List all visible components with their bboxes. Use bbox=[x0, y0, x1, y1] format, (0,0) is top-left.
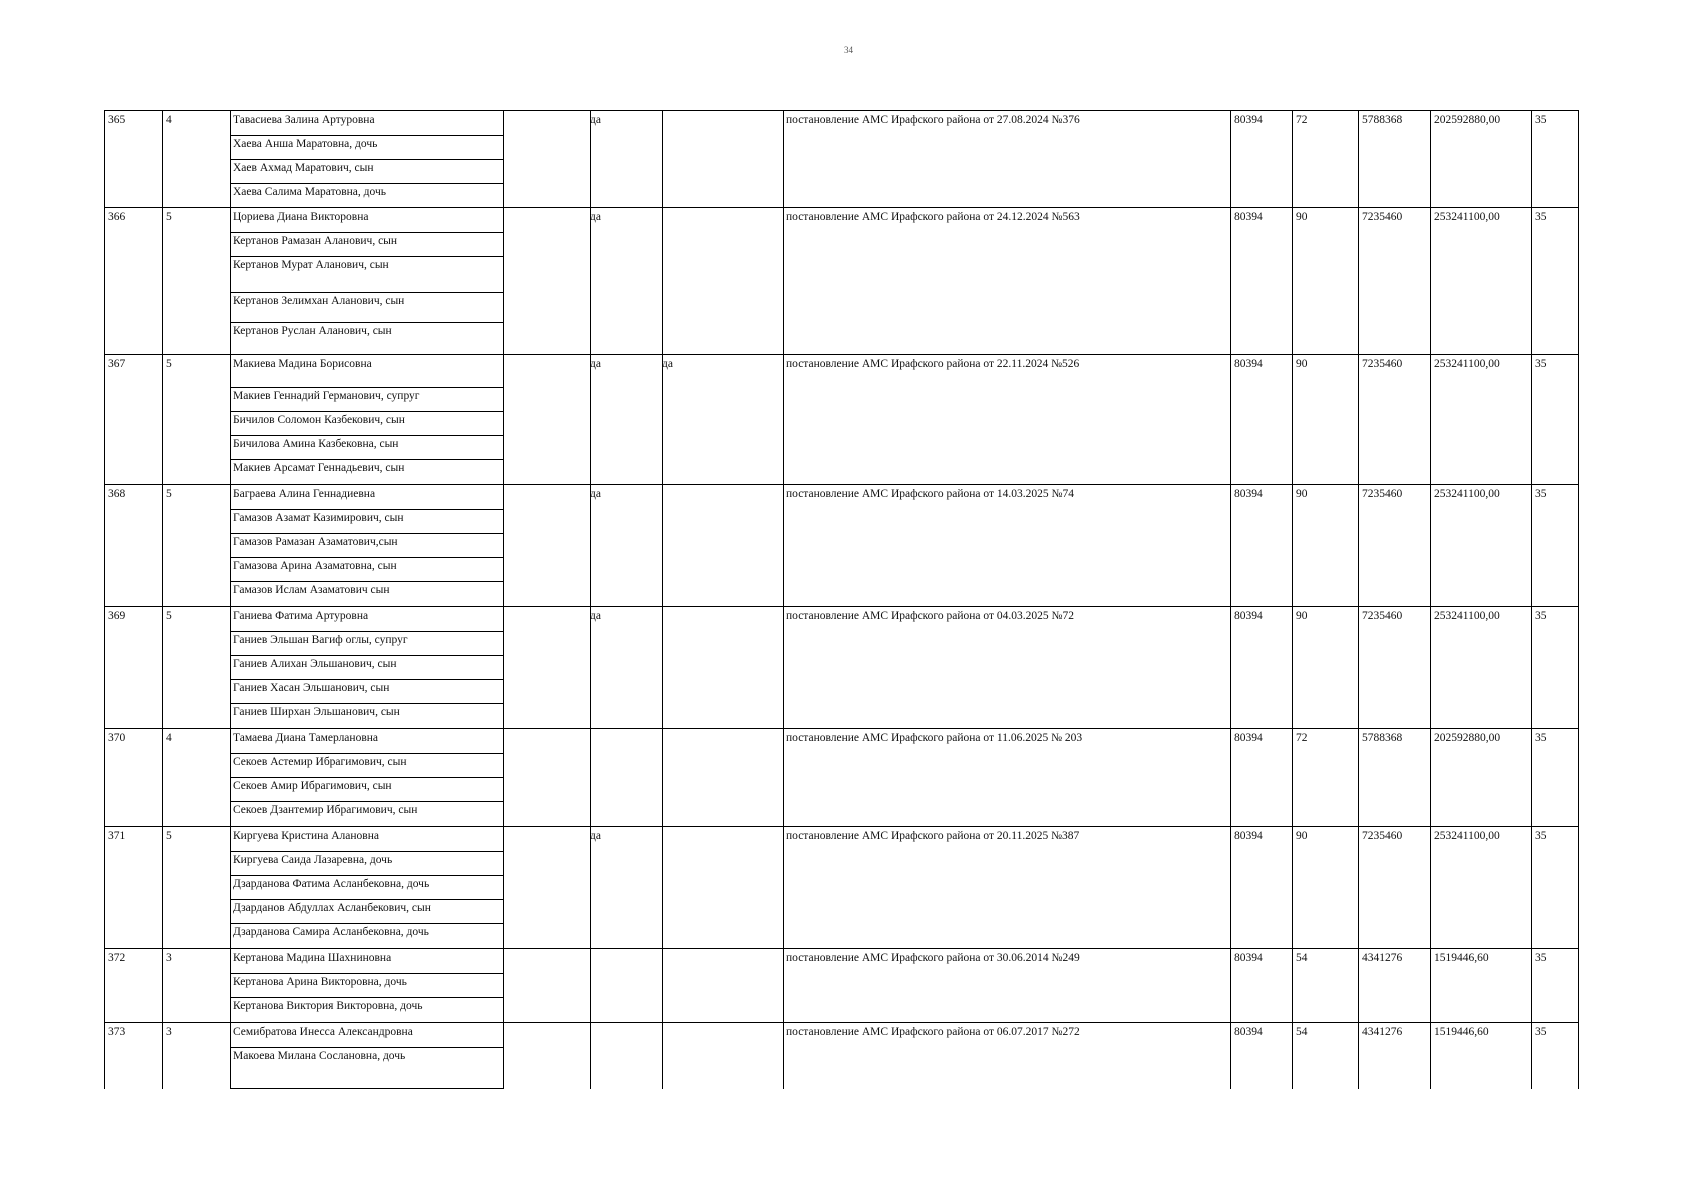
column-divider bbox=[1230, 827, 1231, 949]
family-member: Кертанов Мурат Аланович, сын bbox=[233, 259, 389, 271]
column-divider bbox=[162, 729, 163, 827]
value-cell-2: 202592880,00 bbox=[1434, 732, 1501, 744]
row-number: 365 bbox=[108, 114, 126, 126]
family-member: Тамаева Диана Тамерлановна bbox=[233, 732, 379, 744]
code-cell: 80394 bbox=[1234, 830, 1263, 842]
column-divider bbox=[1230, 111, 1231, 208]
code-cell: 80394 bbox=[1234, 114, 1263, 126]
table-row bbox=[104, 606, 1579, 729]
decision-reference: постановление АМС Ирафского района от 06.07.2017 №272 bbox=[786, 1026, 1080, 1038]
column-divider bbox=[1358, 111, 1359, 208]
column-divider bbox=[162, 208, 163, 355]
column-divider bbox=[1531, 827, 1532, 949]
member-divider bbox=[230, 1088, 503, 1089]
family-member: Хаева Анша Маратовна, дочь bbox=[233, 138, 378, 150]
family-member: Ганиев Эльшан Вагиф оглы, супруг bbox=[233, 634, 408, 646]
member-divider bbox=[230, 851, 503, 852]
years-cell: 35 bbox=[1535, 732, 1547, 744]
flag-cell-a: да bbox=[590, 358, 601, 370]
family-size: 3 bbox=[166, 1026, 172, 1038]
column-divider bbox=[503, 111, 504, 208]
decision-reference: постановление АМС Ирафского района от 20.11.2025 №387 bbox=[786, 830, 1080, 842]
code-cell: 80394 bbox=[1234, 358, 1263, 370]
member-divider bbox=[230, 753, 503, 754]
table-row bbox=[104, 826, 1579, 949]
area-cell: 72 bbox=[1296, 114, 1308, 126]
family-size: 5 bbox=[166, 610, 172, 622]
area-cell: 72 bbox=[1296, 732, 1308, 744]
column-divider bbox=[590, 729, 591, 827]
row-number: 367 bbox=[108, 358, 126, 370]
column-divider bbox=[104, 355, 105, 485]
column-divider bbox=[104, 949, 105, 1023]
member-divider bbox=[230, 256, 503, 257]
member-divider bbox=[230, 232, 503, 233]
member-divider bbox=[230, 875, 503, 876]
flag-cell-a: да bbox=[590, 610, 601, 622]
value-cell-2: 253241100,00 bbox=[1434, 830, 1500, 842]
column-divider bbox=[1430, 827, 1431, 949]
years-cell: 35 bbox=[1535, 488, 1547, 500]
row-number: 370 bbox=[108, 732, 126, 744]
column-divider bbox=[1358, 827, 1359, 949]
value-cell-1: 4341276 bbox=[1362, 952, 1403, 964]
family-members bbox=[230, 208, 503, 355]
column-divider bbox=[503, 607, 504, 729]
column-divider bbox=[503, 827, 504, 949]
column-divider bbox=[1430, 729, 1431, 827]
member-divider bbox=[230, 557, 503, 558]
family-members bbox=[230, 827, 503, 949]
member-divider bbox=[230, 973, 503, 974]
column-divider bbox=[104, 111, 105, 208]
table-row bbox=[104, 110, 1579, 208]
family-size: 3 bbox=[166, 952, 172, 964]
column-divider bbox=[104, 729, 105, 827]
row-number: 371 bbox=[108, 830, 126, 842]
row-number: 372 bbox=[108, 952, 126, 964]
family-member: Бичилова Амина Казбековна, сын bbox=[233, 438, 399, 450]
row-number: 373 bbox=[108, 1026, 126, 1038]
years-cell: 35 bbox=[1535, 1026, 1547, 1038]
decision-reference: постановление АМС Ирафского района от 27.08.2024 №376 bbox=[786, 114, 1080, 126]
family-member: Кертанова Мадина Шахниновна bbox=[233, 952, 392, 964]
column-divider bbox=[1230, 607, 1231, 729]
member-divider bbox=[230, 509, 503, 510]
column-divider bbox=[1531, 111, 1532, 208]
decision-reference: постановление АМС Ирафского района от 11.06.2025 № 203 bbox=[786, 732, 1083, 744]
family-members bbox=[230, 485, 503, 607]
column-divider bbox=[783, 485, 784, 607]
column-divider bbox=[1292, 949, 1293, 1023]
years-cell: 35 bbox=[1535, 114, 1547, 126]
column-divider bbox=[1430, 485, 1431, 607]
table-row bbox=[104, 354, 1579, 485]
member-divider bbox=[230, 1047, 503, 1048]
value-cell-1: 7235460 bbox=[1362, 358, 1403, 370]
family-member: Цориева Диана Викторовна bbox=[233, 211, 369, 223]
member-divider bbox=[230, 631, 503, 632]
column-divider bbox=[662, 1023, 663, 1089]
row-number: 369 bbox=[108, 610, 126, 622]
area-cell: 54 bbox=[1296, 1026, 1308, 1038]
value-cell-2: 202592880,00 bbox=[1434, 114, 1501, 126]
column-divider bbox=[662, 485, 663, 607]
family-member: Семибратова Инесса Александровна bbox=[233, 1026, 413, 1038]
family-member: Дзарданова Фатима Асланбековна, дочь bbox=[233, 878, 430, 890]
family-member: Тавасиева Залина Артуровна bbox=[233, 114, 375, 126]
code-cell: 80394 bbox=[1234, 610, 1263, 622]
family-member: Ганиев Хасан Эльшанович, сын bbox=[233, 682, 390, 694]
code-cell: 80394 bbox=[1234, 732, 1263, 744]
family-member: Хаев Ахмад Маратович, сын bbox=[233, 162, 374, 174]
member-divider bbox=[230, 777, 503, 778]
code-cell: 80394 bbox=[1234, 952, 1263, 964]
family-member: Кертанова Виктория Викторовна, дочь bbox=[233, 1000, 423, 1012]
area-cell: 90 bbox=[1296, 610, 1308, 622]
value-cell-1: 7235460 bbox=[1362, 830, 1403, 842]
column-divider bbox=[1230, 208, 1231, 355]
flag-cell-b: да bbox=[662, 358, 673, 370]
family-member: Макоева Милана Сослановна, дочь bbox=[233, 1050, 406, 1062]
column-divider bbox=[1578, 208, 1579, 355]
value-cell-2: 253241100,00 bbox=[1434, 358, 1500, 370]
member-divider bbox=[230, 923, 503, 924]
column-divider bbox=[1292, 355, 1293, 485]
column-divider bbox=[783, 208, 784, 355]
column-divider bbox=[1430, 355, 1431, 485]
column-divider bbox=[1531, 729, 1532, 827]
column-divider bbox=[1292, 208, 1293, 355]
value-cell-1: 5788368 bbox=[1362, 114, 1403, 126]
member-divider bbox=[230, 135, 503, 136]
flag-cell-a: да bbox=[590, 114, 601, 126]
column-divider bbox=[503, 949, 504, 1023]
family-member: Макиев Геннадий Германович, супруг bbox=[233, 390, 420, 402]
member-divider bbox=[230, 899, 503, 900]
family-members bbox=[230, 1023, 503, 1089]
member-divider bbox=[230, 159, 503, 160]
member-divider bbox=[230, 387, 503, 388]
column-divider bbox=[1292, 1023, 1293, 1089]
member-divider bbox=[230, 533, 503, 534]
column-divider bbox=[1430, 1023, 1431, 1089]
family-size: 5 bbox=[166, 830, 172, 842]
area-cell: 90 bbox=[1296, 488, 1308, 500]
column-divider bbox=[1578, 111, 1579, 208]
decision-reference: постановление АМС Ирафского района от 14.03.2025 №74 bbox=[786, 488, 1074, 500]
member-divider bbox=[230, 703, 503, 704]
column-divider bbox=[1358, 729, 1359, 827]
column-divider bbox=[104, 208, 105, 355]
column-divider bbox=[1430, 607, 1431, 729]
decision-reference: постановление АМС Ирафского района от 22.11.2024 №526 bbox=[786, 358, 1080, 370]
column-divider bbox=[104, 1023, 105, 1089]
column-divider bbox=[662, 111, 663, 208]
member-divider bbox=[230, 292, 503, 293]
column-divider bbox=[1578, 485, 1579, 607]
column-divider bbox=[662, 827, 663, 949]
family-member: Макиев Арсамат Геннадьевич, сын bbox=[233, 462, 405, 474]
column-divider bbox=[503, 355, 504, 485]
family-member: Секоев Астемир Ибрагимович, сын bbox=[233, 756, 407, 768]
years-cell: 35 bbox=[1535, 610, 1547, 622]
member-divider bbox=[230, 581, 503, 582]
family-member: Киргуева Кристина Алановна bbox=[233, 830, 379, 842]
decision-reference: постановление АМС Ирафского района от 30.06.2014 №249 bbox=[786, 952, 1080, 964]
column-divider bbox=[1292, 485, 1293, 607]
column-divider bbox=[1230, 355, 1231, 485]
value-cell-2: 253241100,00 bbox=[1434, 211, 1500, 223]
family-member: Дзарданова Самира Асланбековна, дочь bbox=[233, 926, 429, 938]
column-divider bbox=[1531, 949, 1532, 1023]
column-divider bbox=[662, 949, 663, 1023]
column-divider bbox=[590, 208, 591, 355]
family-member: Гамазов Рамазан Азаматович,сын bbox=[233, 536, 398, 548]
column-divider bbox=[1578, 729, 1579, 827]
family-member: Баграева Алина Геннадиевна bbox=[233, 488, 376, 500]
member-divider bbox=[230, 655, 503, 656]
column-divider bbox=[1292, 111, 1293, 208]
member-divider bbox=[230, 801, 503, 802]
family-member: Гамазова Арина Азаматовна, сын bbox=[233, 560, 397, 572]
family-member: Ганиев Ширхан Эльшанович, сын bbox=[233, 706, 400, 718]
column-divider bbox=[162, 355, 163, 485]
column-divider bbox=[503, 729, 504, 827]
column-divider bbox=[662, 607, 663, 729]
family-member: Кертанов Зелимхан Аланович, сын bbox=[233, 295, 405, 307]
column-divider bbox=[590, 949, 591, 1023]
column-divider bbox=[1578, 355, 1579, 485]
family-size: 5 bbox=[166, 211, 172, 223]
member-divider bbox=[230, 183, 503, 184]
years-cell: 35 bbox=[1535, 830, 1547, 842]
family-member: Ганиева Фатима Артуровна bbox=[233, 610, 369, 622]
value-cell-1: 4341276 bbox=[1362, 1026, 1403, 1038]
family-size: 4 bbox=[166, 114, 172, 126]
column-divider bbox=[1531, 607, 1532, 729]
column-divider bbox=[783, 607, 784, 729]
column-divider bbox=[662, 355, 663, 485]
column-divider bbox=[162, 485, 163, 607]
table-row bbox=[104, 484, 1579, 607]
table-row bbox=[104, 207, 1579, 355]
table-row bbox=[104, 1022, 1579, 1089]
family-members bbox=[230, 729, 503, 827]
column-divider bbox=[662, 208, 663, 355]
column-divider bbox=[1230, 1023, 1231, 1089]
family-member: Ганиев Алихан Эльшанович, сын bbox=[233, 658, 397, 670]
column-divider bbox=[783, 827, 784, 949]
column-divider bbox=[590, 355, 591, 485]
years-cell: 35 bbox=[1535, 952, 1547, 964]
column-divider bbox=[1358, 355, 1359, 485]
decision-reference: постановление АМС Ирафского района от 24.12.2024 №563 bbox=[786, 211, 1080, 223]
decision-reference: постановление АМС Ирафского района от 04.03.2025 №72 bbox=[786, 610, 1074, 622]
column-divider bbox=[1531, 355, 1532, 485]
family-member: Бичилов Соломон Казбекович, сын bbox=[233, 414, 405, 426]
family-members bbox=[230, 607, 503, 729]
column-divider bbox=[1292, 729, 1293, 827]
member-divider bbox=[230, 322, 503, 323]
flag-cell-a: да bbox=[590, 830, 601, 842]
column-divider bbox=[590, 607, 591, 729]
value-cell-2: 1519446,60 bbox=[1434, 952, 1489, 964]
row-number: 368 bbox=[108, 488, 126, 500]
column-divider bbox=[1578, 949, 1579, 1023]
area-cell: 54 bbox=[1296, 952, 1308, 964]
column-divider bbox=[1578, 607, 1579, 729]
beneficiaries-table bbox=[104, 110, 1579, 1088]
family-member: Гамазов Азамат Казимирович, сын bbox=[233, 512, 404, 524]
column-divider bbox=[1430, 208, 1431, 355]
column-divider bbox=[590, 1023, 591, 1089]
family-size: 5 bbox=[166, 358, 172, 370]
table-row bbox=[104, 948, 1579, 1023]
member-divider bbox=[230, 411, 503, 412]
column-divider bbox=[1430, 111, 1431, 208]
column-divider bbox=[1292, 827, 1293, 949]
column-divider bbox=[162, 827, 163, 949]
table-row bbox=[104, 728, 1579, 827]
family-member: Кертанов Руслан Аланович, сын bbox=[233, 325, 392, 337]
column-divider bbox=[783, 355, 784, 485]
value-cell-2: 253241100,00 bbox=[1434, 610, 1500, 622]
family-size: 4 bbox=[166, 732, 172, 744]
value-cell-1: 7235460 bbox=[1362, 610, 1403, 622]
family-member: Киргуева Саида Лазаревна, дочь bbox=[233, 854, 393, 866]
column-divider bbox=[590, 827, 591, 949]
family-size: 5 bbox=[166, 488, 172, 500]
flag-cell-a: да bbox=[590, 488, 601, 500]
column-divider bbox=[503, 208, 504, 355]
column-divider bbox=[162, 111, 163, 208]
column-divider bbox=[1292, 607, 1293, 729]
family-member: Секоев Дзантемир Ибрагимович, сын bbox=[233, 804, 418, 816]
family-members bbox=[230, 355, 503, 485]
family-member: Секоев Амир Ибрагимович, сын bbox=[233, 780, 392, 792]
family-member: Гамазов Ислам Азаматович сын bbox=[233, 584, 390, 596]
family-members bbox=[230, 111, 503, 208]
code-cell: 80394 bbox=[1234, 211, 1263, 223]
column-divider bbox=[590, 485, 591, 607]
row-number: 366 bbox=[108, 211, 126, 223]
column-divider bbox=[662, 729, 663, 827]
column-divider bbox=[1230, 485, 1231, 607]
column-divider bbox=[104, 485, 105, 607]
value-cell-1: 7235460 bbox=[1362, 211, 1403, 223]
page-number: 34 bbox=[844, 45, 853, 55]
family-member: Кертанов Рамазан Аланович, сын bbox=[233, 235, 398, 247]
column-divider bbox=[503, 1023, 504, 1089]
area-cell: 90 bbox=[1296, 830, 1308, 842]
column-divider bbox=[1531, 1023, 1532, 1089]
family-member: Хаева Салима Маратовна, дочь bbox=[233, 186, 386, 198]
column-divider bbox=[104, 607, 105, 729]
member-divider bbox=[230, 459, 503, 460]
column-divider bbox=[1578, 827, 1579, 949]
code-cell: 80394 bbox=[1234, 1026, 1263, 1038]
member-divider bbox=[230, 679, 503, 680]
column-divider bbox=[1531, 485, 1532, 607]
years-cell: 35 bbox=[1535, 358, 1547, 370]
value-cell-2: 1519446,60 bbox=[1434, 1026, 1489, 1038]
member-divider bbox=[230, 435, 503, 436]
column-divider bbox=[1358, 949, 1359, 1023]
column-divider bbox=[1358, 485, 1359, 607]
column-divider bbox=[1578, 1023, 1579, 1089]
family-members bbox=[230, 949, 503, 1023]
member-divider bbox=[230, 997, 503, 998]
column-divider bbox=[503, 485, 504, 607]
family-member: Кертанова Арина Викторовна, дочь bbox=[233, 976, 407, 988]
area-cell: 90 bbox=[1296, 358, 1308, 370]
column-divider bbox=[1358, 607, 1359, 729]
value-cell-1: 7235460 bbox=[1362, 488, 1403, 500]
column-divider bbox=[1230, 949, 1231, 1023]
column-divider bbox=[1230, 729, 1231, 827]
column-divider bbox=[1358, 208, 1359, 355]
column-divider bbox=[1430, 949, 1431, 1023]
code-cell: 80394 bbox=[1234, 488, 1263, 500]
family-member: Дзарданов Абдуллах Асланбекович, сын bbox=[233, 902, 431, 914]
column-divider bbox=[1358, 1023, 1359, 1089]
area-cell: 90 bbox=[1296, 211, 1308, 223]
column-divider bbox=[162, 949, 163, 1023]
value-cell-1: 5788368 bbox=[1362, 732, 1403, 744]
flag-cell-a: да bbox=[590, 211, 601, 223]
family-member: Макиева Мадина Борисовна bbox=[233, 358, 372, 370]
column-divider bbox=[162, 1023, 163, 1089]
column-divider bbox=[1531, 208, 1532, 355]
column-divider bbox=[162, 607, 163, 729]
value-cell-2: 253241100,00 bbox=[1434, 488, 1500, 500]
years-cell: 35 bbox=[1535, 211, 1547, 223]
column-divider bbox=[104, 827, 105, 949]
